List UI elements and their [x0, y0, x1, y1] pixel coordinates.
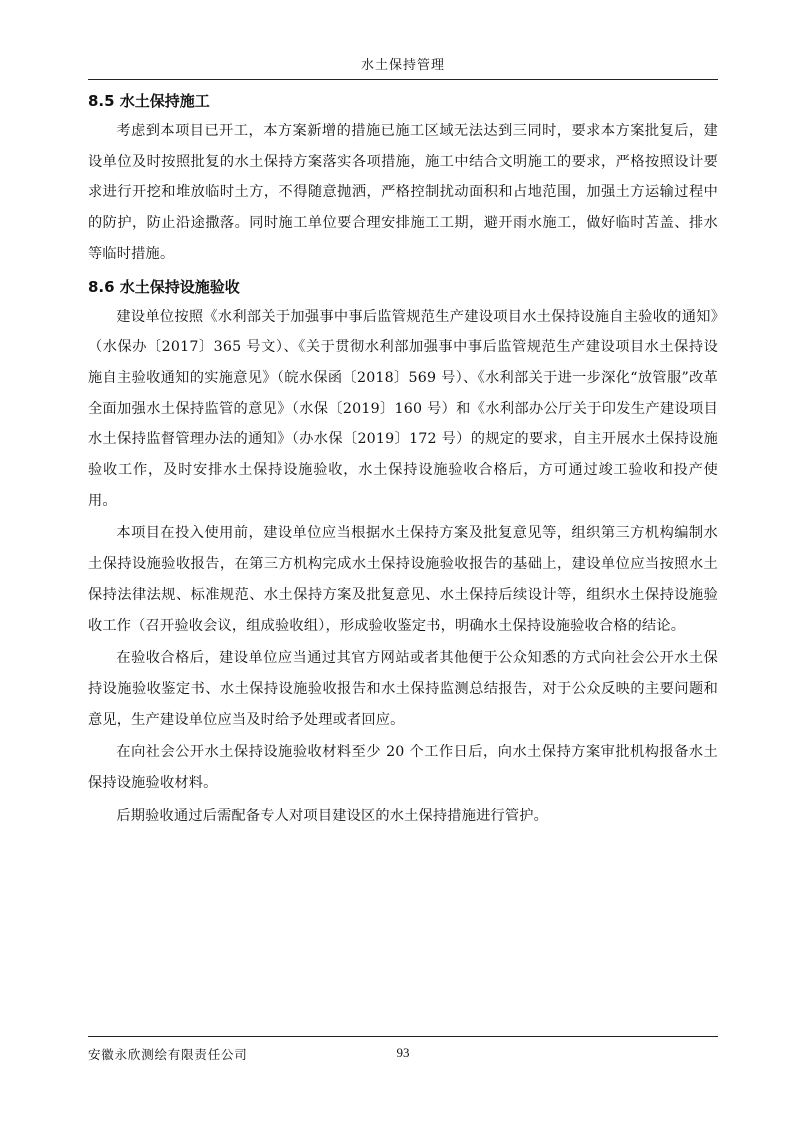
document-body — [88, 86, 718, 833]
page-number: 93 — [396, 1045, 410, 1060]
running-header — [88, 54, 718, 80]
paragraph: 本项目在投入使用前，建设单位应当根据水土保持方案及批复意见等，组织第三方机构编制水土保持设施验收报告，在第三方机构完成水土保持设施验收报告的基础上，建设单位应当按照水土保持法律法规、标准规范、水土保持方案及批复意见、水土保持后续设计等，组织水土保持设施验收工作（召开验收会议，组成验收组），形成验收鉴定书，明确水土保持设施验收合格的结论。 — [88, 525, 718, 634]
section-construction — [88, 86, 718, 270]
paragraph: 建设单位按照《水利部关于加强事中事后监管规范生产建设项目水土保持设施自主验收的通知》（水保办〔2017〕365 号文）、《关于贯彻水利部加强事中事后监管规范生产建设项目水土保持设施自主验收通知的实施意见》（皖水保函〔2018〕569 号）、《水利部关于进一步深化“放管服”改革全面加强水土保持监管的意见》（水保〔2019〕160 号）和《水利部办公厅关于印发生产建设项目水土保持监督管理办法的通知》（办水保〔2019〕172 号）的规定的要求，自主开展水土保持设施验收工作，及时安排水土保持设施验收，水土保持设施验收合格后，方可通过竣工验收和投产使用。 — [88, 308, 718, 509]
section-acceptance — [88, 272, 718, 832]
section-heading: 8.6 水土保持设施验收 — [88, 277, 240, 296]
running-footer — [88, 1036, 718, 1065]
section-heading: 8.5 水土保持施工 — [88, 92, 210, 110]
paragraph: 在验收合格后，建设单位应当通过其官方网站或者其他便于公众知悉的方式向社会公开水土保持设施验收鉴定书、水土保持设施验收报告和水土保持监测总结报告，对于公众反映的主要问题和意见，生产建设单位应当及时给予处理或者回应。 — [88, 650, 718, 728]
paragraph: 在向社会公开水土保持设施验收材料至少 20 个工作日后，向水土保持方案审批机构报备水土保持设施验收材料。 — [88, 744, 718, 792]
paragraph: 考虑到本项目已开工，本方案新增的措施已施工区域无法达到三同时，要求本方案批复后，建设单位及时按照批复的水土保持方案落实各项措施，施工中结合文明施工的要求，严格按照设计要求进行开挖和堆放临时土方，不得随意抛洒，严格控制扰动面积和占地范围，加强土方运输过程中的防护，防止沿途撒落。同时施工单位要合理安排施工工期，避开雨水施工，做好临时苫盖、排水等临时措施。 — [88, 123, 718, 262]
header-title: 水土保持管理 — [360, 58, 445, 73]
paragraph: 后期验收通过后需配备专人对项目建设区的水土保持措施进行管护。 — [116, 807, 549, 824]
footer-company: 安徽永欣测绘有限责任公司 — [88, 1047, 248, 1062]
